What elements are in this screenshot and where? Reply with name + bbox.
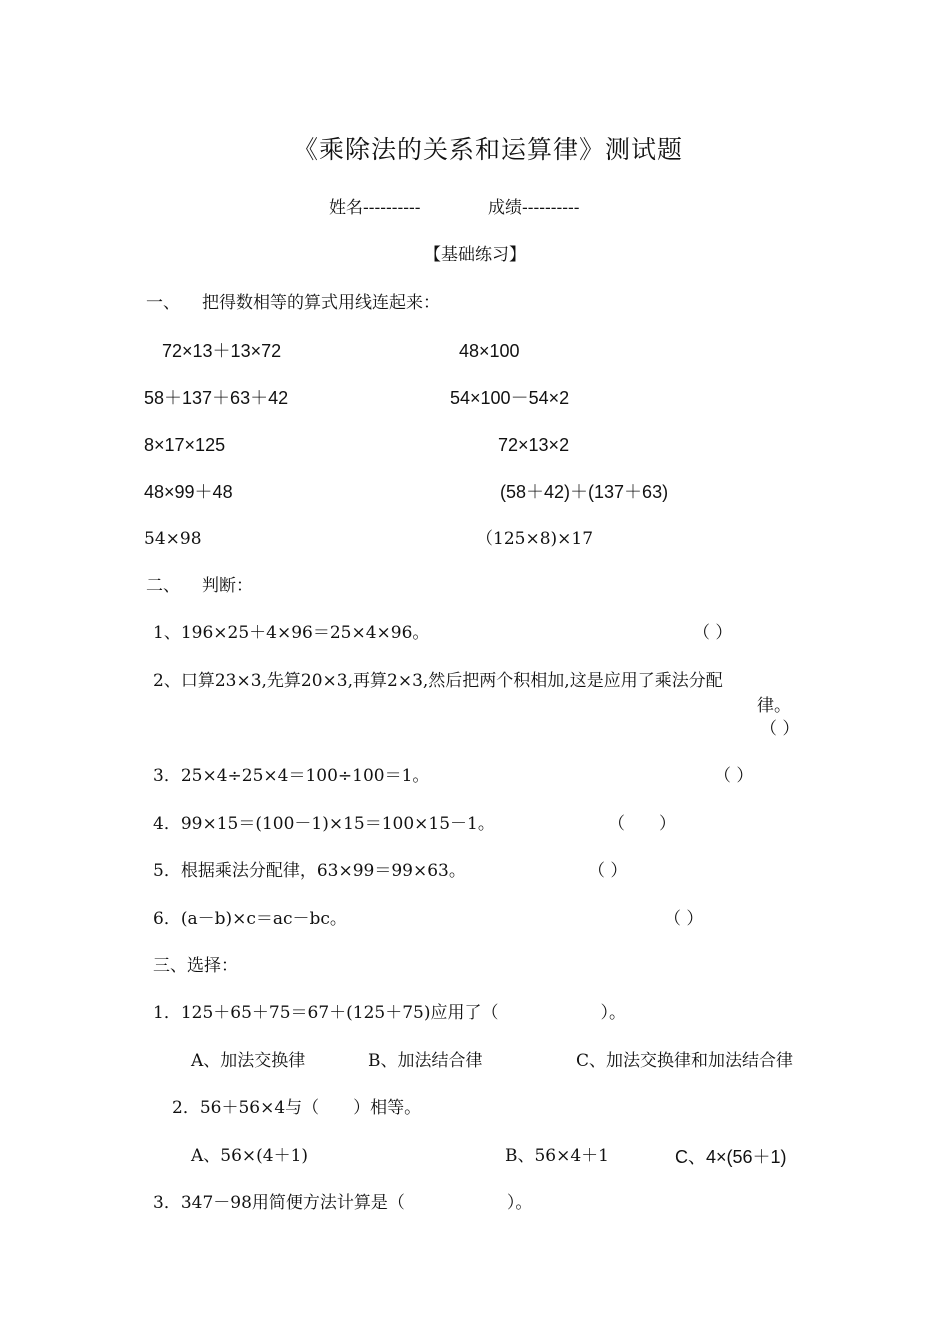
match-right-3: 72×13×2 [498,435,570,455]
match-left-2: 58＋137＋63＋42 [144,388,289,408]
judge-item-2-continuation: 律。 [757,696,791,716]
choice-question-1: 1．125＋65＋75＝67＋(125＋75)应用了（ ）。 [153,1003,627,1023]
judge-item-2: 2、口算23×3,先算20×3,再算2×3,然后把两个积相加,这是应用了乘法分配 [153,671,723,691]
part2-heading-text: 判断： [202,576,253,596]
judge-answer-paren-2: （ ） [760,719,800,739]
part3-heading: 三、选择： [153,956,238,976]
name-field-label: 姓名---------- [329,198,421,218]
choice-q1-option-b: B、加法结合律 [368,1051,483,1071]
match-left-1: 72×13＋13×72 [162,341,282,361]
judge-answer-paren-5: （ ） [588,861,628,881]
part1-heading-number: 一、 [146,293,180,313]
choice-question-3: 3．347－98用简便方法计算是（ ）。 [153,1193,533,1213]
choice-q1-option-a: A、加法交换律 [191,1051,306,1071]
judge-answer-paren-4: （ ） [608,814,676,834]
match-right-4: (58＋42)＋(137＋63) [500,482,669,502]
section-tag: 【基础练习】 [424,245,526,265]
judge-item-5: 5．根据乘法分配律，63×99＝99×63。 [153,861,466,881]
judge-item-1: 1、196×25＋4×96＝25×4×96。 [153,623,430,643]
match-right-5: （125×8)×17 [476,529,594,549]
match-right-1: 48×100 [459,341,520,361]
part2-heading-number: 二、 [146,576,180,596]
choice-q2-option-c: C、4×(56＋1) [675,1147,787,1167]
match-left-4: 48×99＋48 [144,482,233,502]
choice-question-2: 2．56＋56×4与（ ）相等。 [172,1098,422,1118]
match-left-5: 54×98 [144,529,202,549]
page-title: 《乘除法的关系和运算律》测试题 [293,135,684,164]
match-left-3: 8×17×125 [144,435,226,455]
choice-q2-option-a: A、56×(4＋1) [191,1146,309,1166]
match-right-2: 54×100－54×2 [450,388,570,408]
score-field-label: 成绩---------- [488,198,580,218]
part1-heading-text: 把得数相等的算式用线连起来： [202,293,440,313]
judge-item-3: 3．25×4÷25×4＝100÷100＝1。 [153,766,430,786]
judge-item-6: 6．(a－b)×c＝ac－bc。 [153,909,347,929]
judge-answer-paren-1: （ ） [693,623,733,643]
choice-q1-option-c: C、加法交换律和加法结合律 [576,1051,794,1071]
judge-item-4: 4．99×15＝(100－1)×15＝100×15－1。 [153,814,495,834]
judge-answer-paren-6: （ ） [664,909,704,929]
judge-answer-paren-3: （ ） [714,766,754,786]
choice-q2-option-b: B、56×4＋1 [505,1146,610,1166]
